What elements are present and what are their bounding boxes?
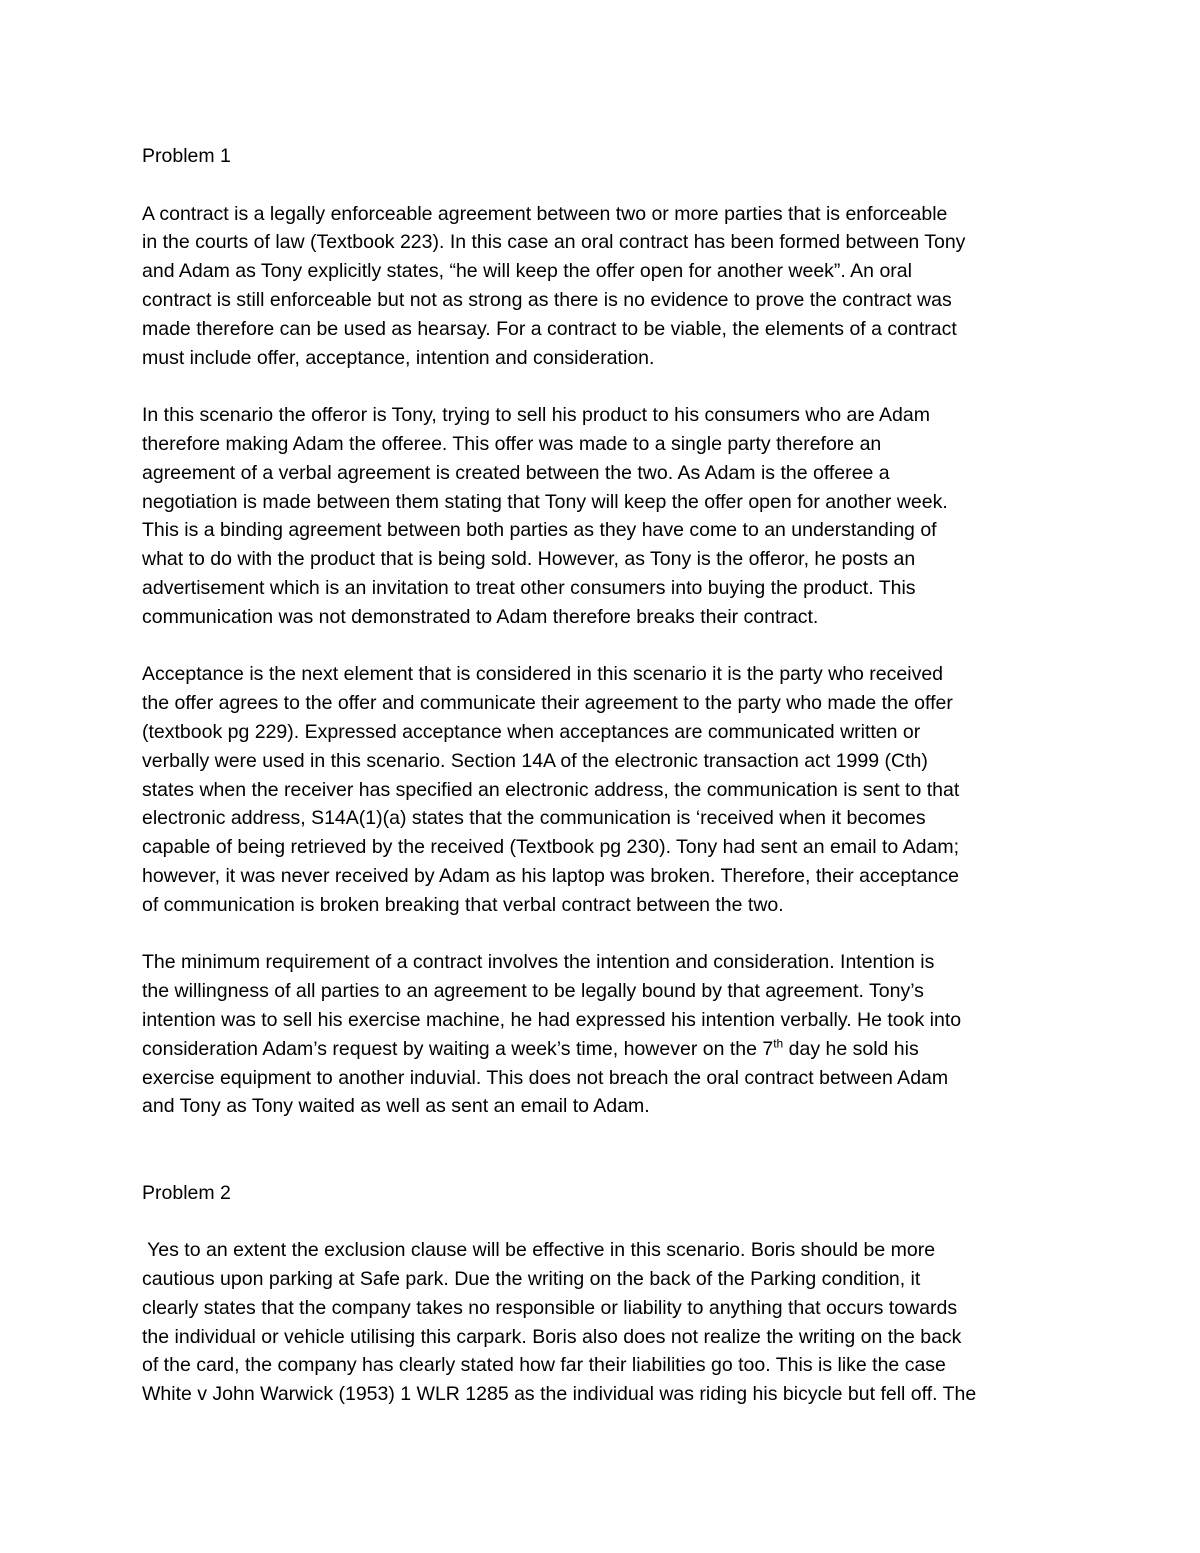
text-line: what to do with the product that is being sold. However, as Tony is the offeror, he posts an xyxy=(142,548,916,571)
text-line: agreement of a verbal agreement is created between the two. As Adam is the offeree a xyxy=(142,461,890,484)
text-line: (textbook pg 229). Expressed acceptance when acceptances are communicated written or xyxy=(142,720,921,743)
text-line: Yes to an extent the exclusion clause will be effective in this scenario. Boris should be more xyxy=(142,1239,936,1262)
text-line: the offer agrees to the offer and communicate their agreement to the party who made the offer xyxy=(142,692,953,715)
problem-1-heading: Problem 1 xyxy=(142,145,231,167)
ordinal-superscript: th xyxy=(773,1036,784,1051)
text-line-with-superscript xyxy=(142,1035,1072,1064)
document-body xyxy=(142,142,1072,1409)
text-line: the willingness of all parties to an agreement to be legally bound by that agreement. Tony’s xyxy=(142,980,924,1003)
text-line: states when the receiver has specified an electronic address, the communication is sent to that xyxy=(142,778,960,801)
text-line: capable of being retrieved by the received (Textbook pg 230). Tony had sent an email to Adam; xyxy=(142,836,959,859)
text-line: White v John Warwick (1953) 1 WLR 1285 as the individual was riding his bicycle but fell off. The xyxy=(142,1383,977,1406)
text-line: the individual or vehicle utilising this carpark. Boris also does not realize the writing on the back xyxy=(142,1325,962,1348)
spacer xyxy=(142,1207,1072,1236)
problem-2-paragraph-1 xyxy=(142,1236,1072,1409)
text-line: must include offer, acceptance, intention and consideration. xyxy=(142,346,655,369)
text-line: and Tony as Tony waited as well as sent an email to Adam. xyxy=(142,1095,650,1118)
problem-1-paragraph-4 xyxy=(142,948,1072,1121)
spacer xyxy=(142,171,1072,200)
text-line: In this scenario the offeror is Tony, trying to sell his product to his consumers who are Adam xyxy=(142,404,930,427)
text-line: exercise equipment to another induvial. This does not breach the oral contract between Adam xyxy=(142,1066,949,1089)
text-line: cautious upon parking at Safe park. Due the writing on the back of the Parking condition, it xyxy=(142,1268,921,1291)
text-line: made therefore can be used as hearsay. For a contract to be viable, the elements of a contract xyxy=(142,317,957,340)
text-line: A contract is a legally enforceable agreement between two or more parties that is enforceable xyxy=(142,202,948,225)
text-line: electronic address, S14A(1)(a) states that the communication is ‘received when it becomes xyxy=(142,807,926,830)
text-segment: day he sold his xyxy=(783,1037,919,1060)
spacer xyxy=(142,632,1072,661)
text-line: The minimum requirement of a contract involves the intention and consideration. Intention is xyxy=(142,951,935,974)
text-line: clearly states that the company takes no responsible or liability to anything that occurs towards xyxy=(142,1296,958,1319)
text-segment: consideration Adam’s request by waiting a week’s time, however on the 7 xyxy=(142,1037,774,1060)
text-line: contract is still enforceable but not as strong as there is no evidence to prove the contract was xyxy=(142,288,952,311)
spacer xyxy=(142,372,1072,401)
text-line: however, it was never received by Adam as his laptop was broken. Therefore, their acceptance xyxy=(142,864,959,887)
text-line: of the card, the company has clearly stated how far their liabilities go too. This is like the case xyxy=(142,1354,946,1377)
problem-2-heading: Problem 2 xyxy=(142,1181,231,1204)
text-line: of communication is broken breaking that verbal contract between the two. xyxy=(142,893,784,916)
text-line: verbally were used in this scenario. Section 14A of the electronic transaction act 1999 (Cth) xyxy=(142,749,928,772)
spacer xyxy=(142,920,1072,949)
text-line: Acceptance is the next element that is considered in this scenario it is the party who received xyxy=(142,663,944,686)
text-line: advertisement which is an invitation to treat other consumers into buying the product. This xyxy=(142,576,916,599)
problem-1-paragraph-2 xyxy=(142,401,1072,631)
text-line: in the courts of law (Textbook 223). In this case an oral contract has been formed between Tony xyxy=(142,231,966,254)
text-line: This is a binding agreement between both parties as they have come to an understanding of xyxy=(142,519,937,542)
text-line: and Adam as Tony explicitly states, “he will keep the offer open for another week”. An oral xyxy=(142,260,912,283)
spacer xyxy=(142,1121,1072,1179)
problem-1-paragraph-1 xyxy=(142,200,1072,373)
problem-1-paragraph-3 xyxy=(142,660,1072,919)
text-line: communication was not demonstrated to Adam therefore breaks their contract. xyxy=(142,605,819,628)
text-line: negotiation is made between them stating that Tony will keep the offer open for another week. xyxy=(142,490,948,513)
text-line: intention was to sell his exercise machine, he had expressed his intention verbally. He took into xyxy=(142,1008,962,1031)
text-line: therefore making Adam the offeree. This offer was made to a single party therefore an xyxy=(142,432,882,455)
